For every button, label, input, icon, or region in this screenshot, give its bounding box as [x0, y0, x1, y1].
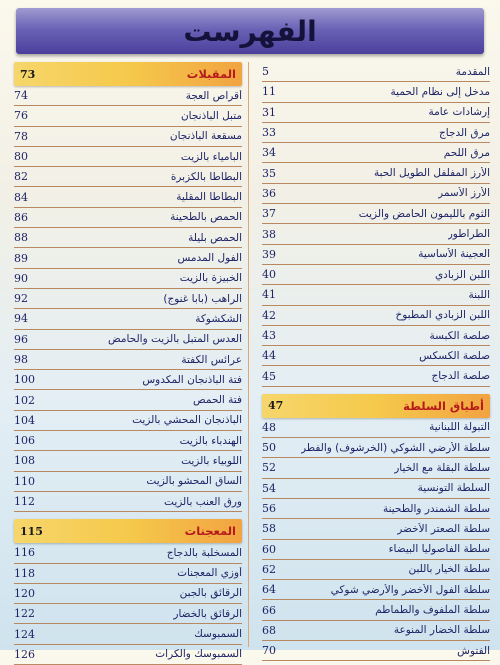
toc-entry[interactable]: [14, 147, 242, 167]
section-header-salads[interactable]: [262, 394, 490, 418]
entry-title: سلطة الفول الأخضر والأرضي شوكي: [330, 583, 490, 596]
entry-title: سلطة الخيار باللبن: [408, 563, 490, 576]
toc-entry[interactable]: [14, 248, 242, 268]
entry-title: سلطة الشمندر والطحينة: [382, 502, 490, 515]
toc-entry[interactable]: [14, 492, 242, 512]
entry-page: 104: [14, 413, 35, 427]
toc-entry[interactable]: [14, 472, 242, 492]
entry-title: متبل الباذنجان: [180, 109, 242, 122]
entry-page: 43: [262, 329, 276, 342]
entry-title: سلطة الصعتر الأخضر: [397, 522, 490, 535]
toc-entry[interactable]: [262, 204, 490, 224]
entry-page: 50: [262, 441, 276, 455]
entry-title: الباذنجان المحشي بالزيت: [132, 414, 242, 427]
toc-entry[interactable]: [262, 560, 490, 580]
toc-entry[interactable]: [14, 645, 242, 665]
entry-page: 70: [262, 644, 276, 658]
entry-title: الساق المحشو بالزيت: [146, 475, 242, 488]
entry-page: 34: [262, 146, 276, 160]
entry-title: السمبوسك والكرات: [155, 648, 242, 661]
toc-entry[interactable]: [14, 106, 242, 126]
entry-title: اللبنة: [468, 288, 490, 301]
entry-page: 36: [262, 186, 276, 200]
entry-page: 94: [14, 312, 28, 326]
entry-title: الشكشوكة: [195, 312, 242, 325]
toc-entry[interactable]: [14, 228, 242, 248]
entry-page: 106: [14, 434, 35, 448]
entry-page: 38: [262, 227, 276, 241]
entry-page: 62: [262, 562, 276, 576]
toc-entry[interactable]: [262, 479, 490, 499]
toc-entry[interactable]: [262, 499, 490, 519]
entry-title: الخبيزة بالزيت: [179, 272, 242, 285]
entry-page: 96: [14, 332, 28, 346]
entry-page: 58: [262, 522, 276, 536]
entry-title: البامياء بالزيت: [180, 150, 242, 163]
toc-entry[interactable]: [262, 123, 490, 143]
entry-page: 45: [262, 369, 276, 383]
toc-entry[interactable]: [262, 519, 490, 539]
entry-title: الأرز المفلفل الطويل الحبة: [373, 167, 490, 180]
page-title: الفهرست: [183, 14, 317, 48]
entry-page: 84: [14, 190, 28, 204]
toc-entry[interactable]: [262, 600, 490, 620]
entry-title: العدس المتبل بالزيت والحامض: [108, 333, 242, 346]
toc-entry[interactable]: [262, 62, 490, 82]
toc-entry[interactable]: [14, 604, 242, 624]
entry-title: الثوم بالليمون الحامض والزيت: [358, 207, 490, 220]
entry-page: 88: [14, 231, 28, 245]
entry-page: 56: [262, 502, 276, 516]
entry-title: الراهب (بابا غنوج): [163, 292, 242, 305]
entry-title: اللبن الزبادي: [434, 268, 490, 281]
entry-page: 54: [262, 481, 276, 495]
toc-entry[interactable]: [262, 580, 490, 600]
toc-entry[interactable]: [14, 624, 242, 644]
entry-title: مسقعة الباذنجان: [169, 130, 242, 143]
entry-title: الرقائق بالخضار: [173, 607, 242, 620]
entry-page: 120: [14, 586, 35, 600]
entry-page: 76: [14, 109, 28, 123]
entry-page: 78: [14, 129, 28, 143]
entry-title: أوزي المعجنات: [177, 567, 242, 580]
toc-entry[interactable]: [262, 82, 490, 102]
toc-entry[interactable]: [262, 366, 490, 386]
entry-title: صلصة الدجاج: [431, 370, 490, 383]
entry-page: 44: [262, 349, 276, 363]
toc-entry[interactable]: [262, 346, 490, 366]
toc-entry[interactable]: [14, 411, 242, 431]
toc-column-left: [14, 62, 242, 665]
entry-title: الطراطور: [447, 228, 490, 241]
entry-title: سلطة الأرضي الشوكي (الخرشوف) والفطر: [300, 441, 490, 454]
entry-title: إرشادات عامة: [428, 106, 490, 119]
entry-title: فتة الحمص: [193, 394, 242, 407]
section-title: المعجنات: [184, 524, 236, 539]
toc-entry[interactable]: [14, 167, 242, 187]
toc-entry[interactable]: [262, 621, 490, 641]
entry-title: الحمص بالطحينة: [170, 211, 242, 224]
title-banner: [16, 8, 484, 54]
toc-entry[interactable]: [14, 431, 242, 451]
entry-page: 110: [14, 474, 35, 488]
entry-title: سلطة البقلة مع الخيار: [394, 461, 490, 474]
pastries-list: [14, 543, 242, 665]
entry-page: 68: [262, 623, 276, 637]
entry-title: اللوبياء بالزيت: [181, 454, 242, 467]
toc-entry[interactable]: [262, 458, 490, 478]
toc-entry[interactable]: [14, 390, 242, 410]
section-header-pastries[interactable]: [14, 519, 242, 543]
entry-title: الفتوش: [457, 644, 490, 657]
entry-page: 74: [14, 89, 28, 103]
entry-title: المسخلبة بالدجاج: [166, 546, 242, 559]
toc-entry[interactable]: [262, 163, 490, 183]
entry-title: السمبوسك: [194, 628, 242, 641]
toc-entry[interactable]: [14, 350, 242, 370]
toc-entry[interactable]: [14, 451, 242, 471]
toc-entry[interactable]: [14, 309, 242, 329]
salads-list: [262, 418, 490, 662]
entry-title: المقدمة: [455, 65, 490, 78]
toc-entry[interactable]: [14, 269, 242, 289]
entry-title: صلصة الكبسة: [429, 329, 490, 342]
entry-title: سلطة الفاصوليا البيضاء: [388, 543, 490, 556]
entry-page: 66: [262, 603, 276, 617]
toc-entry[interactable]: [262, 540, 490, 560]
entry-page: 80: [14, 150, 28, 164]
entry-title: الرقائق بالجبن: [179, 587, 242, 600]
toc-entry[interactable]: [14, 370, 242, 390]
entry-title: الأرز الأسمر: [438, 187, 490, 200]
toc-entry[interactable]: [262, 285, 490, 305]
toc-entry[interactable]: [262, 224, 490, 244]
section-header-appetizers[interactable]: [14, 62, 242, 86]
column-divider: [248, 62, 249, 647]
entry-page: 118: [14, 566, 35, 580]
toc-entry[interactable]: [14, 208, 242, 228]
entry-page: 11: [262, 85, 276, 99]
entry-title: مدخل إلى نظام الحمية: [390, 85, 490, 98]
toc-entry[interactable]: [262, 245, 490, 265]
section-title: أطباق السلطة: [403, 398, 484, 413]
entry-title: سلطة الخضار المنوعة: [393, 624, 490, 637]
entry-title: العجينة الأساسية: [418, 248, 490, 261]
toc-entry[interactable]: [262, 143, 490, 163]
entry-page: 92: [14, 292, 28, 306]
entry-title: ورق العنب بالزيت: [164, 495, 242, 508]
section-page: 47: [268, 399, 284, 413]
entry-page: 98: [14, 353, 28, 366]
toc-entry[interactable]: [14, 127, 242, 147]
section-title: المقبلات: [186, 67, 236, 81]
entry-title: صلصة الكسكس: [419, 349, 490, 362]
section-page: 115: [20, 524, 43, 538]
entry-page: 90: [14, 271, 28, 285]
entry-title: التبولة اللبنانية: [429, 421, 490, 434]
appetizers-list: [14, 86, 242, 512]
entry-page: 33: [262, 126, 276, 140]
entry-title: عرائس الكفتة: [181, 353, 242, 366]
entry-page: 60: [262, 542, 276, 556]
toc-column-right: [262, 62, 490, 661]
toc-entry[interactable]: [262, 306, 490, 326]
entry-page: 86: [14, 210, 28, 224]
entry-page: 122: [14, 607, 35, 621]
intro-list: [262, 62, 490, 387]
entry-page: 41: [262, 288, 276, 302]
toc-entry[interactable]: [14, 564, 242, 584]
toc-entry[interactable]: [262, 184, 490, 204]
entry-page: 100: [14, 373, 35, 387]
entry-title: الحمص بليلة: [188, 231, 242, 244]
entry-page: 102: [14, 393, 35, 407]
entry-page: 52: [262, 461, 276, 475]
entry-page: 64: [262, 583, 276, 597]
toc-entry[interactable]: [262, 103, 490, 123]
entry-title: البطاطا المقلية: [176, 191, 242, 204]
entry-title: أقراص العجة: [185, 89, 242, 102]
toc-entry[interactable]: [262, 418, 490, 438]
toc-entry[interactable]: [14, 289, 242, 309]
entry-page: 112: [14, 495, 35, 509]
entry-page: 5: [262, 65, 269, 79]
entry-page: 42: [262, 308, 276, 322]
toc-entry[interactable]: [262, 265, 490, 285]
entry-page: 89: [14, 251, 28, 265]
entry-title: الفول المدمس: [177, 252, 242, 265]
entry-page: 39: [262, 247, 276, 261]
entry-page: 116: [14, 546, 35, 560]
entry-title: البطاطا بالكزبرة: [170, 170, 242, 183]
entry-title: مرق اللحم: [443, 146, 490, 159]
entry-title: سلطة الملفوف والطماطم: [375, 604, 490, 617]
toc-entry[interactable]: [262, 326, 490, 346]
toc-entry[interactable]: [14, 187, 242, 207]
entry-page: 108: [14, 454, 35, 468]
entry-page: 40: [262, 268, 276, 282]
entry-title: السلطة التونسية: [417, 482, 490, 495]
toc-entry[interactable]: [262, 438, 490, 458]
toc-entry[interactable]: [14, 584, 242, 604]
entry-page: 48: [262, 420, 276, 434]
section-page: 73: [20, 67, 36, 81]
entry-title: الهندباء بالزيت: [179, 434, 242, 447]
toc-entry[interactable]: [14, 86, 242, 106]
entry-title: مرق الدجاج: [439, 126, 490, 139]
entry-page: 35: [262, 166, 276, 180]
toc-entry[interactable]: [14, 543, 242, 563]
entry-page: 126: [14, 647, 35, 661]
entry-page: 82: [14, 170, 28, 184]
entry-page: 124: [14, 627, 35, 641]
entry-title: فتة الباذنجان المكدوس: [142, 373, 242, 386]
toc-entry[interactable]: [262, 641, 490, 661]
toc-entry[interactable]: [14, 330, 242, 350]
entry-page: 37: [262, 207, 276, 221]
entry-title: اللبن الزبادي المطبوخ: [395, 309, 490, 322]
entry-page: 31: [262, 105, 276, 119]
